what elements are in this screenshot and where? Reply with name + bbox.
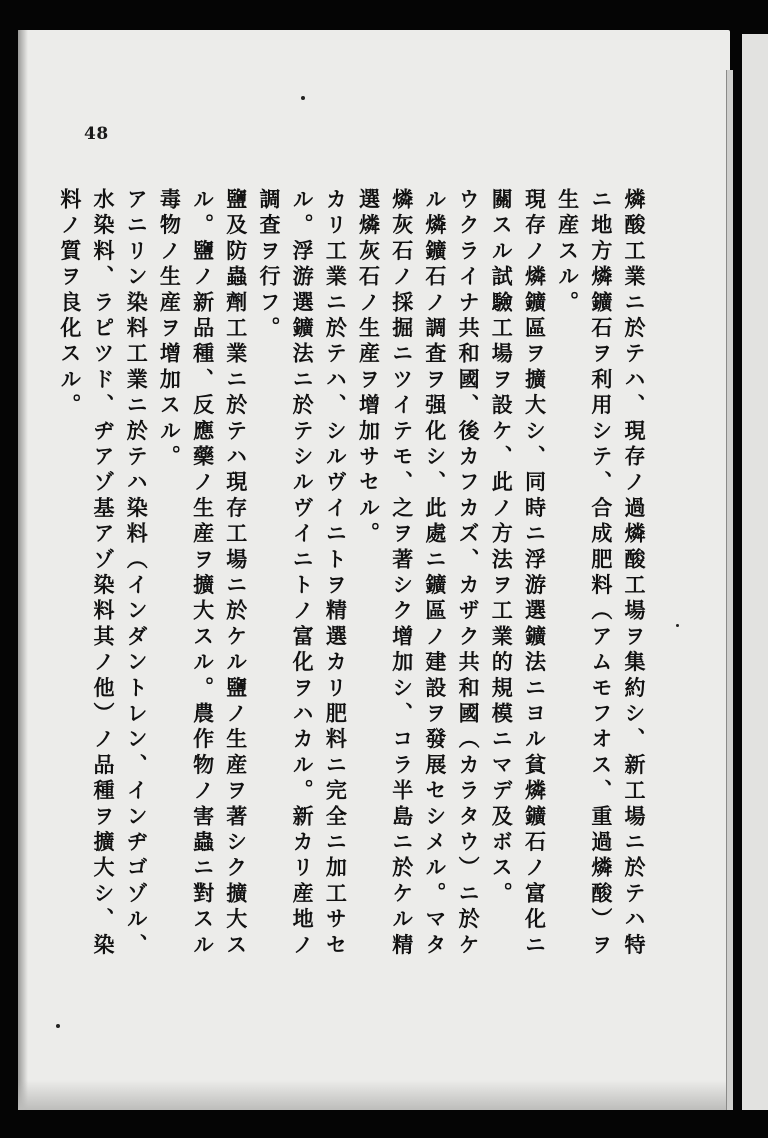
scan-speck — [301, 96, 305, 100]
text-column: 鹽及防蟲劑工業ニ於テハ現存工場ニ於ケル鹽ノ生産ヲ著シク擴大ス — [223, 188, 248, 960]
text-column: ウクライナ共和國、後カフカズ、カザク共和國（カラタウ）ニ於ケ — [456, 188, 481, 959]
text-column: 燐灰石ノ採掘ニツイテモ、之ヲ著シク增加シ、コラ半島ニ於ケル精 — [389, 188, 414, 960]
scan-speck — [676, 624, 679, 627]
text-column: 關スル試驗工場ヲ設ケ、此ノ方法ヲ工業的規模ニマデ及ボス。 — [489, 188, 514, 908]
text-column: 生産スル。 — [555, 188, 580, 317]
text-column: 選燐灰石ノ生産ヲ增加サセル。 — [356, 188, 381, 548]
vertical-text-block — [53, 188, 650, 1068]
text-column: 燐酸工業ニ於テハ、現存ノ過燐酸工場ヲ集約シ、新工場ニ於テハ特 — [622, 188, 646, 960]
text-column: ル燐鑛石ノ調査ヲ强化シ、此處ニ鑛區ノ建設ヲ發展セシメル。マタ — [422, 188, 447, 959]
text-column: ル。浮游選鑛法ニ於テシルヴイニトノ富化ヲハカル。新カリ産地ノ — [290, 188, 315, 959]
text-column: ニ地方燐鑛石ヲ利用シテ、合成肥料（アムモフオス、重過燐酸）ヲ — [588, 188, 613, 959]
text-column: ル。鹽ノ新品種、反應藥ノ生産ヲ擴大スル。農作物ノ害蟲ニ對スル — [190, 188, 215, 959]
text-column: 料ノ質ヲ良化スル。 — [57, 188, 82, 420]
page-edge — [726, 70, 733, 1110]
page-bottom-shadow — [18, 1080, 730, 1110]
text-column: 調査ヲ行フ。 — [256, 188, 281, 343]
text-column: アニリン染料工業ニ於テハ染料（インダントレン、インヂゴゾル、 — [124, 188, 149, 959]
scan-speck — [56, 1024, 60, 1028]
text-column: 毒物ノ生産ヲ增加スル。 — [157, 188, 182, 471]
text-column: 現存ノ燐鑛區ヲ擴大シ、同時ニ浮游選鑛法ニヨル貧燐鑛石ノ富化ニ — [522, 188, 547, 959]
page-gutter-shadow — [18, 30, 28, 1110]
text-column: 水染料、ラピツド、ヂアゾ基アゾ染料其ノ他）ノ品種ヲ擴大シ、染 — [91, 188, 115, 959]
page-number: 48 — [84, 124, 109, 144]
text-column: カリ工業ニ於テハ、シルヴイニトヲ精選カリ肥料ニ完全ニ加工サセ — [323, 188, 348, 959]
adjacent-page — [742, 34, 768, 1110]
